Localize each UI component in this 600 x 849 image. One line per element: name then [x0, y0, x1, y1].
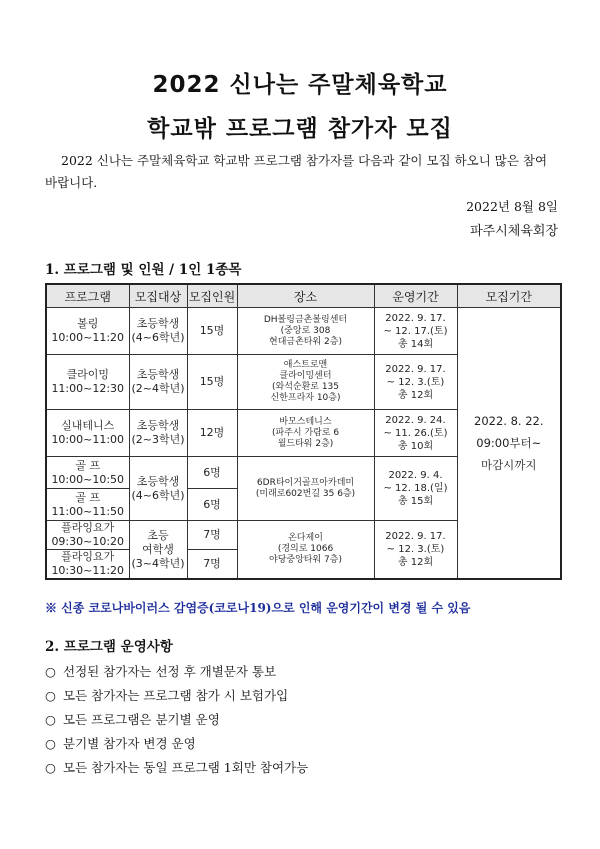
count-cell: 15명 — [187, 308, 237, 355]
list-item: ○ 분기별 참가자 변경 운영 — [45, 732, 308, 756]
header-count: 모집인원 — [187, 284, 237, 308]
circle-bullet-icon: ○ — [45, 760, 56, 775]
list-item: ○ 모든 프로그램은 분기별 운영 — [45, 708, 308, 732]
program-cell: 플라잉요가 09:30~10:20 — [46, 521, 129, 550]
program-cell: 골 프 11:00~11:50 — [46, 489, 129, 521]
circle-bullet-icon: ○ — [45, 664, 56, 679]
circle-bullet-icon: ○ — [45, 688, 56, 703]
count-cell: 12명 — [187, 410, 237, 457]
section-2-title: 2. 프로그램 운영사항 — [45, 639, 173, 655]
header-program: 프로그램 — [46, 284, 129, 308]
period-cell: 2022. 9. 17. ~ 12. 3.(토) 총 12회 — [374, 521, 457, 580]
recruit-period-cell: 2022. 8. 22. 09:00부터~ 마감시까지 — [457, 308, 561, 580]
target-cell: 초등학생 (4~6학년) — [129, 308, 187, 355]
target-cell: 초등 여학생 (3~4학년) — [129, 521, 187, 580]
program-cell: 플라잉요가 10:30~11:20 — [46, 550, 129, 580]
header-recruit-period: 모집기간 — [457, 284, 561, 308]
notice-text: ※ 신종 코로나바이러스 감염증(코로나19)으로 인해 운영기간이 변경 될 수 있음 — [45, 601, 471, 615]
circle-bullet-icon: ○ — [45, 712, 56, 727]
organization-name: 파주시체육회장 — [470, 224, 558, 239]
period-cell: 2022. 9. 17. ~ 12. 17.(토) 총 14회 — [374, 308, 457, 355]
period-cell: 2022. 9. 17. ~ 12. 3.(토) 총 12회 — [374, 355, 457, 410]
program-cell: 골 프 10:00~10:50 — [46, 457, 129, 489]
title-line-1: 2022 신나는 주말체육학교 — [152, 72, 448, 98]
document-date: 2022년 8월 8일 — [466, 199, 558, 214]
place-cell: 온다제이 (경의로 1066 야당중앙타워 7층) — [237, 521, 374, 580]
target-cell: 초등학생 (2~4학년) — [129, 355, 187, 410]
count-cell: 7명 — [187, 521, 237, 550]
circle-bullet-icon: ○ — [45, 736, 56, 751]
list-item: ○ 모든 참가자는 프로그램 참가 시 보험가입 — [45, 684, 308, 708]
header-target: 모집대상 — [129, 284, 187, 308]
place-cell: DH볼링금촌볼링센터 (중앙로 308 현대금촌타워 2층) — [237, 308, 374, 355]
program-cell: 볼링 10:00~11:20 — [46, 308, 129, 355]
table-row — [46, 308, 561, 355]
title-line-2: 학교밖 프로그램 참가자 모집 — [147, 116, 453, 142]
place-cell: 애스트로맨 클라이밍센터 (와석순환로 135 신한프라자 10층) — [237, 355, 374, 410]
section-1-title: 1. 프로그램 및 인원 / 1인 1종목 — [45, 262, 242, 278]
count-cell: 6명 — [187, 457, 237, 489]
header-place: 장소 — [237, 284, 374, 308]
count-cell: 6명 — [187, 489, 237, 521]
table-header-row — [46, 284, 561, 308]
place-cell: 바모스테니스 (파주시 가람로 6 월드타워 2층) — [237, 410, 374, 457]
program-cell: 실내테니스 10:00~11:00 — [46, 410, 129, 457]
list-item: ○ 모든 참가자는 동일 프로그램 1회만 참여가능 — [45, 756, 308, 780]
intro-paragraph: 2022 신나는 주말체육학교 학교밖 프로그램 참가자를 다음과 같이 모집 하오니 많은 참여 바랍니다. — [45, 153, 548, 190]
program-table — [45, 283, 562, 580]
count-cell: 15명 — [187, 355, 237, 410]
period-cell: 2022. 9. 4. ~ 12. 18.(일) 총 15회 — [374, 457, 457, 521]
place-cell: 6DR타이거골프아카데미 (미래로602번길 35 6층) — [237, 457, 374, 521]
list-item: ○ 선정된 참가자는 선정 후 개별문자 통보 — [45, 660, 308, 684]
period-cell: 2022. 9. 24. ~ 11. 26.(토) 총 10회 — [374, 410, 457, 457]
header-period: 운영기간 — [374, 284, 457, 308]
operations-list — [45, 660, 308, 780]
target-cell: 초등학생 (4~6학년) — [129, 457, 187, 521]
count-cell: 7명 — [187, 550, 237, 580]
program-cell: 클라이밍 11:00~12:30 — [46, 355, 129, 410]
target-cell: 초등학생 (2~3학년) — [129, 410, 187, 457]
